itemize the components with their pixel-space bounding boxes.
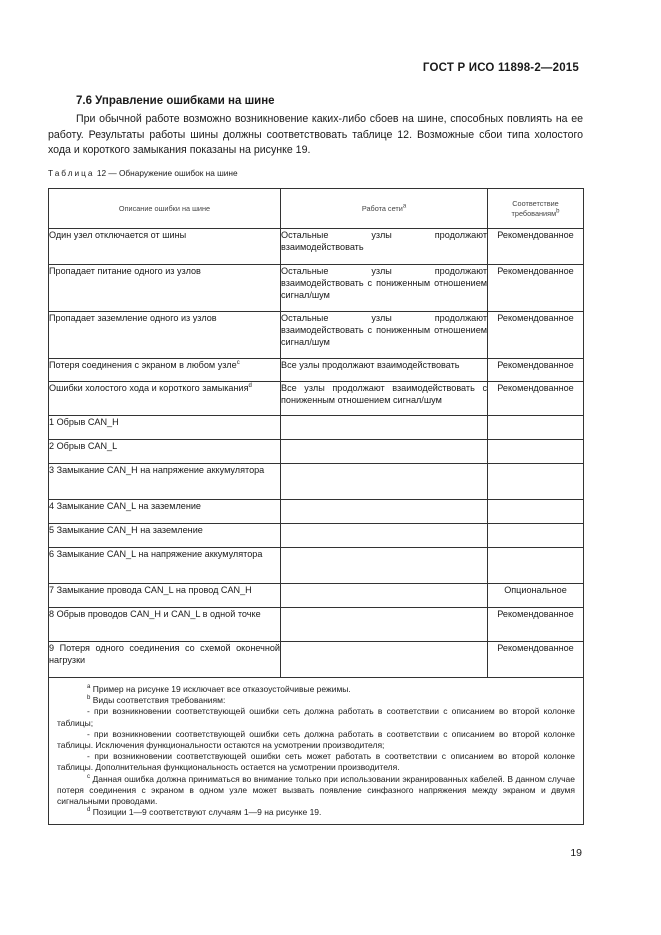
row-compliance: Рекомендованное — [488, 642, 584, 678]
row-compliance — [488, 440, 584, 464]
table-row — [49, 584, 584, 608]
row-network-work: Все узлы продолжают взаимодействовать с пониженным отношением сигнал/шум — [281, 382, 488, 416]
row-compliance: Рекомендованное — [488, 359, 584, 382]
row-network-work: Все узлы продолжают взаимодействовать — [281, 359, 488, 382]
table-caption — [48, 168, 238, 178]
row-network-work — [281, 548, 488, 584]
table-row — [49, 440, 584, 464]
table-row — [49, 464, 584, 500]
row-description: 5 Замыкание CAN_H на заземление — [49, 524, 281, 548]
table-row — [49, 548, 584, 584]
row-compliance — [488, 464, 584, 500]
intro-paragraph — [48, 112, 583, 159]
row-compliance: Рекомендованное — [488, 382, 584, 416]
row-description: 9 Потеря одного соединения со схемой оконечной нагрузки — [49, 642, 281, 678]
table-row — [49, 524, 584, 548]
row-compliance: Рекомендованное — [488, 312, 584, 359]
note-d: $^d$ Позиции 1—9 соответствуют случаям 1—9 на рисунке 19. — [87, 807, 322, 818]
row-description: 1 Обрыв CAN_H — [49, 416, 281, 440]
row-description: 2 Обрыв CAN_L — [49, 440, 281, 464]
note-b2: - при возникновении соответствующей ошибки сеть должна работать в соответствии с описанием во второй колонке таблицы. Исключения функциональности остаются на усмотрении производителя; — [57, 728, 575, 751]
table-row — [49, 312, 584, 359]
table-row — [49, 500, 584, 524]
note-b1: - при возникновении соответствующей ошибки сеть должна работать в соответствии с описанием во второй колонке таблицы; — [57, 706, 575, 728]
table-row — [49, 229, 584, 265]
table-row — [49, 608, 584, 642]
row-compliance — [488, 524, 584, 548]
table-notes — [49, 678, 584, 825]
row-network-work — [281, 440, 488, 464]
row-description: Один узел отключается от шины — [49, 229, 281, 265]
standard-header: ГОСТ Р ИСО 11898-2—2015 — [422, 62, 579, 74]
header-compliance: Соответствие требованиям$^b$ — [488, 189, 584, 229]
table-notes-row — [49, 678, 584, 825]
header-description: Описание ошибки на шине — [49, 189, 281, 229]
row-network-work — [281, 642, 488, 678]
row-description: 4 Замыкание CAN_L на заземление — [49, 500, 281, 524]
row-network-work — [281, 500, 488, 524]
row-description: Потеря соединения с экраном в любом узле$^c$ — [49, 359, 281, 382]
page-number: 19 — [570, 847, 582, 859]
error-table — [48, 188, 584, 825]
row-description: Ошибки холостого хода и короткого замыкания$^d$ — [49, 382, 281, 416]
row-network-work — [281, 464, 488, 500]
row-description: Пропадает заземление одного из узлов — [49, 312, 281, 359]
section-title: 7.6 Управление ошибками на шине — [76, 95, 275, 107]
row-description: 6 Замыкание CAN_L на напряжение аккумулятора — [49, 548, 281, 584]
table-caption-label: Таблица — [48, 168, 95, 178]
row-network-work: Остальные узлы продолжают взаимодействовать с пониженным отношением сигнал/шум — [281, 312, 488, 359]
intro-text: При обычной работе возможно возникновение каких-либо сбоев на шине, способных повлиять на ее работу. Результаты работы шины должны соответствовать таблице 12. Возможные сбои типа холостого хода и короткого замыкания показаны на рисунке 19. — [48, 113, 583, 156]
row-compliance: Опциональное — [488, 584, 584, 608]
row-network-work — [281, 608, 488, 642]
row-compliance: Рекомендованное — [488, 265, 584, 312]
header-network-work: Работа сети$^a$ — [281, 189, 488, 229]
row-compliance: Рекомендованное — [488, 229, 584, 265]
note-b3: - при возникновении соответствующей ошибки сеть может работать в соответствии с описанием во второй колонке таблицы. Дополнительная функциональность остается на усмотрении производителя. — [57, 751, 575, 773]
table-header-row — [49, 189, 584, 229]
row-network-work — [281, 524, 488, 548]
row-network-work — [281, 416, 488, 440]
row-compliance — [488, 500, 584, 524]
row-compliance — [488, 416, 584, 440]
table-row — [49, 382, 584, 416]
header-network-work-sup: a — [402, 203, 407, 210]
note-c: $^c$ Данная ошибка должна приниматься во внимание только при использовании экранированных кабелей. В данном случае потеря соединения с экраном в одном узле может вызвать появление синфазного напряжения между экраном и двумя сигнальными проводами. — [57, 773, 575, 807]
table-caption-title: 12 — Обнаружение ошибок на шине — [94, 168, 238, 178]
table-row — [49, 416, 584, 440]
table-row — [49, 359, 584, 382]
row-network-work — [281, 584, 488, 608]
row-compliance — [488, 548, 584, 584]
header-compliance-sup: b — [556, 208, 560, 215]
row-description: 7 Замыкание провода CAN_L на провод CAN_H — [49, 584, 281, 608]
row-description: 3 Замыкание CAN_H на напряжение аккумулятора — [49, 464, 281, 500]
note-b: $^b$ Виды соответствия требованиям: — [87, 695, 226, 706]
row-network-work: Остальные узлы продолжают взаимодействовать — [281, 229, 488, 265]
row-description: Пропадает питание одного из узлов — [49, 265, 281, 312]
table-row — [49, 265, 584, 312]
row-compliance: Рекомендованное — [488, 608, 584, 642]
row-network-work: Остальные узлы продолжают взаимодействовать с пониженным отношением сигнал/шум — [281, 265, 488, 312]
table-row — [49, 642, 584, 678]
row-description: 8 Обрыв проводов CAN_H и CAN_L в одной точке — [49, 608, 281, 642]
note-a: $^a$ Пример на рисунке 19 исключает все отказоустойчивые режимы. — [87, 684, 351, 694]
